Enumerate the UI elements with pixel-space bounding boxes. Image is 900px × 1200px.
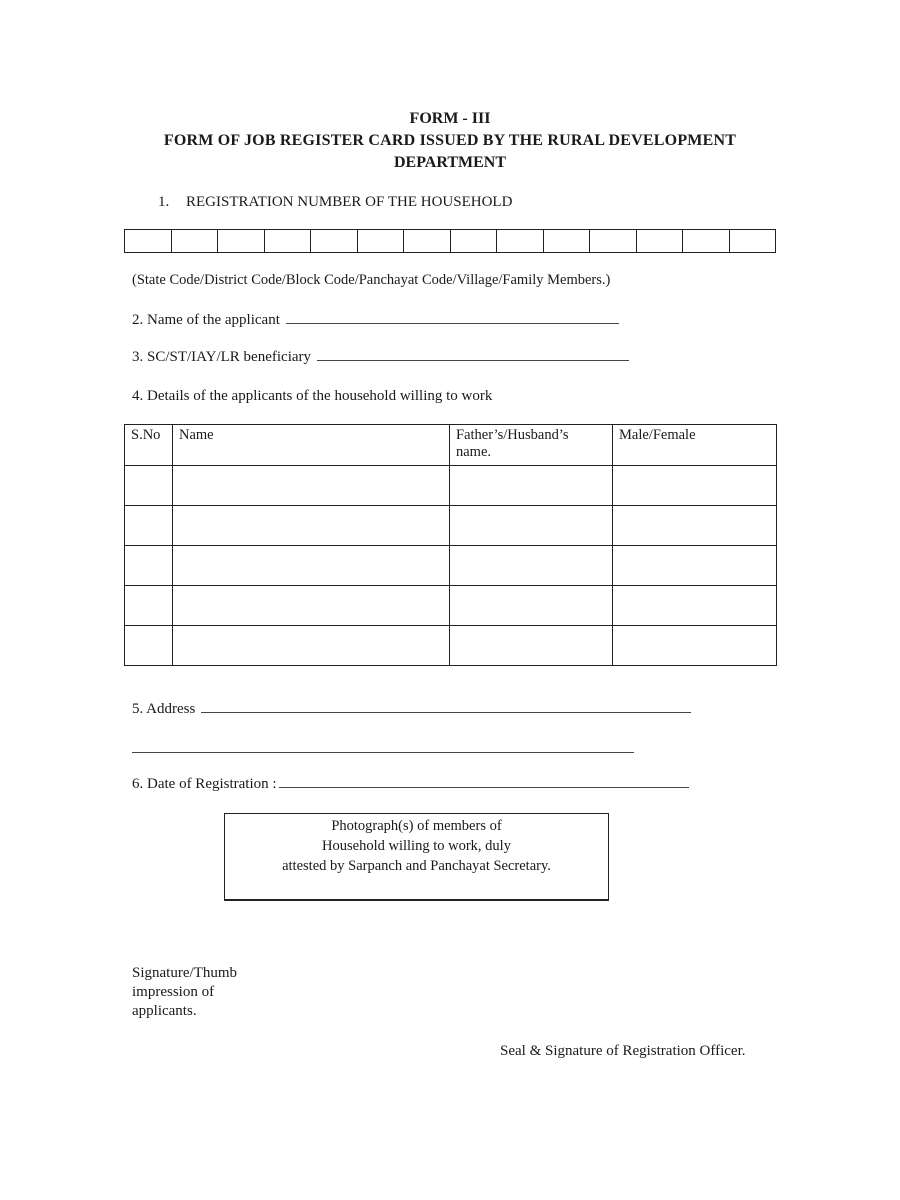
registration-digit-box[interactable] [404,230,451,252]
beneficiary-field[interactable] [317,348,629,361]
form-title: FORM OF JOB REGISTER CARD ISSUED BY THE RURAL DEVELOPMENT [163,132,737,149]
date-of-registration-field[interactable] [279,775,689,788]
registration-digit-box[interactable] [451,230,498,252]
table-row [125,466,777,506]
table-cell[interactable] [450,506,613,546]
registration-item-number: 1. [158,194,170,210]
registration-officer-seal-label: Seal & Signature of Registration Officer. [500,1043,746,1059]
registration-digit-box[interactable] [497,230,544,252]
registration-digit-box[interactable] [218,230,265,252]
applicant-signature-label [132,964,237,1021]
applicants-table [124,424,777,666]
registration-digit-box[interactable] [637,230,684,252]
table-cell[interactable] [125,506,173,546]
form-title-continued: DEPARTMENT [393,154,507,171]
registration-digit-box[interactable] [265,230,312,252]
table-cell[interactable] [173,466,450,506]
beneficiary-row [132,348,629,366]
photo-instruction-line2: Household willing to work, duly [322,838,511,854]
applicant-name-label: 2. Name of the applicant [132,312,280,328]
table-row [125,626,777,666]
table-cell[interactable] [613,586,777,626]
address-label: 5. Address [132,701,196,717]
photograph-box[interactable] [224,813,609,901]
table-cell[interactable] [173,546,450,586]
table-cell[interactable] [173,586,450,626]
signature-line2: impression of [132,984,215,1000]
column-header-name: Name [173,425,450,466]
column-header-sno: S.No [125,425,173,466]
applicant-name-field[interactable] [286,311,619,324]
table-cell[interactable] [613,626,777,666]
photo-instruction-line3: attested by Sarpanch and Panchayat Secretary. [282,858,551,874]
beneficiary-label: 3. SC/ST/IAY/LR beneficiary [132,349,312,365]
signature-line3: applicants. [132,1003,197,1019]
registration-digit-box[interactable] [683,230,730,252]
table-header-row [125,425,777,466]
table-cell[interactable] [125,466,173,506]
applicant-name-row [132,311,619,329]
signature-line1: Signature/Thumb [132,965,237,981]
table-row [125,586,777,626]
date-of-registration-row [132,775,689,793]
registration-digit-box[interactable] [311,230,358,252]
address-field-line1[interactable] [201,700,691,713]
registration-codes-note: (State Code/District Code/Block Code/Panchayat Code/Village/Family Members.) [132,272,611,288]
date-of-registration-label: 6. Date of Registration : [132,776,277,792]
table-cell[interactable] [613,546,777,586]
registration-digit-box[interactable] [172,230,219,252]
table-cell[interactable] [125,546,173,586]
photo-instruction-line1: Photograph(s) of members of [331,818,502,834]
column-header-guardian: Father’s/Husband’s name. [450,425,613,466]
table-cell[interactable] [450,466,613,506]
registration-digit-box[interactable] [125,230,172,252]
registration-digit-box[interactable] [590,230,637,252]
table-cell[interactable] [450,546,613,586]
address-row [132,700,691,718]
registration-number-boxes [124,229,776,253]
form-number: FORM - III [409,110,491,127]
table-cell[interactable] [450,586,613,626]
address-field-line2[interactable] [132,740,634,753]
registration-label-text: REGISTRATION NUMBER OF THE HOUSEHOLD [186,194,513,210]
table-cell[interactable] [125,586,173,626]
table-cell[interactable] [450,626,613,666]
table-row [125,506,777,546]
registration-digit-box[interactable] [730,230,776,252]
registration-digit-box[interactable] [544,230,591,252]
table-cell[interactable] [173,626,450,666]
table-cell[interactable] [613,466,777,506]
table-cell[interactable] [125,626,173,666]
table-cell[interactable] [173,506,450,546]
column-header-gender: Male/Female [613,425,777,466]
registration-number-label [158,194,512,211]
table-row [125,546,777,586]
table-cell[interactable] [613,506,777,546]
details-heading: 4. Details of the applicants of the household willing to work [132,388,493,404]
registration-digit-box[interactable] [358,230,405,252]
